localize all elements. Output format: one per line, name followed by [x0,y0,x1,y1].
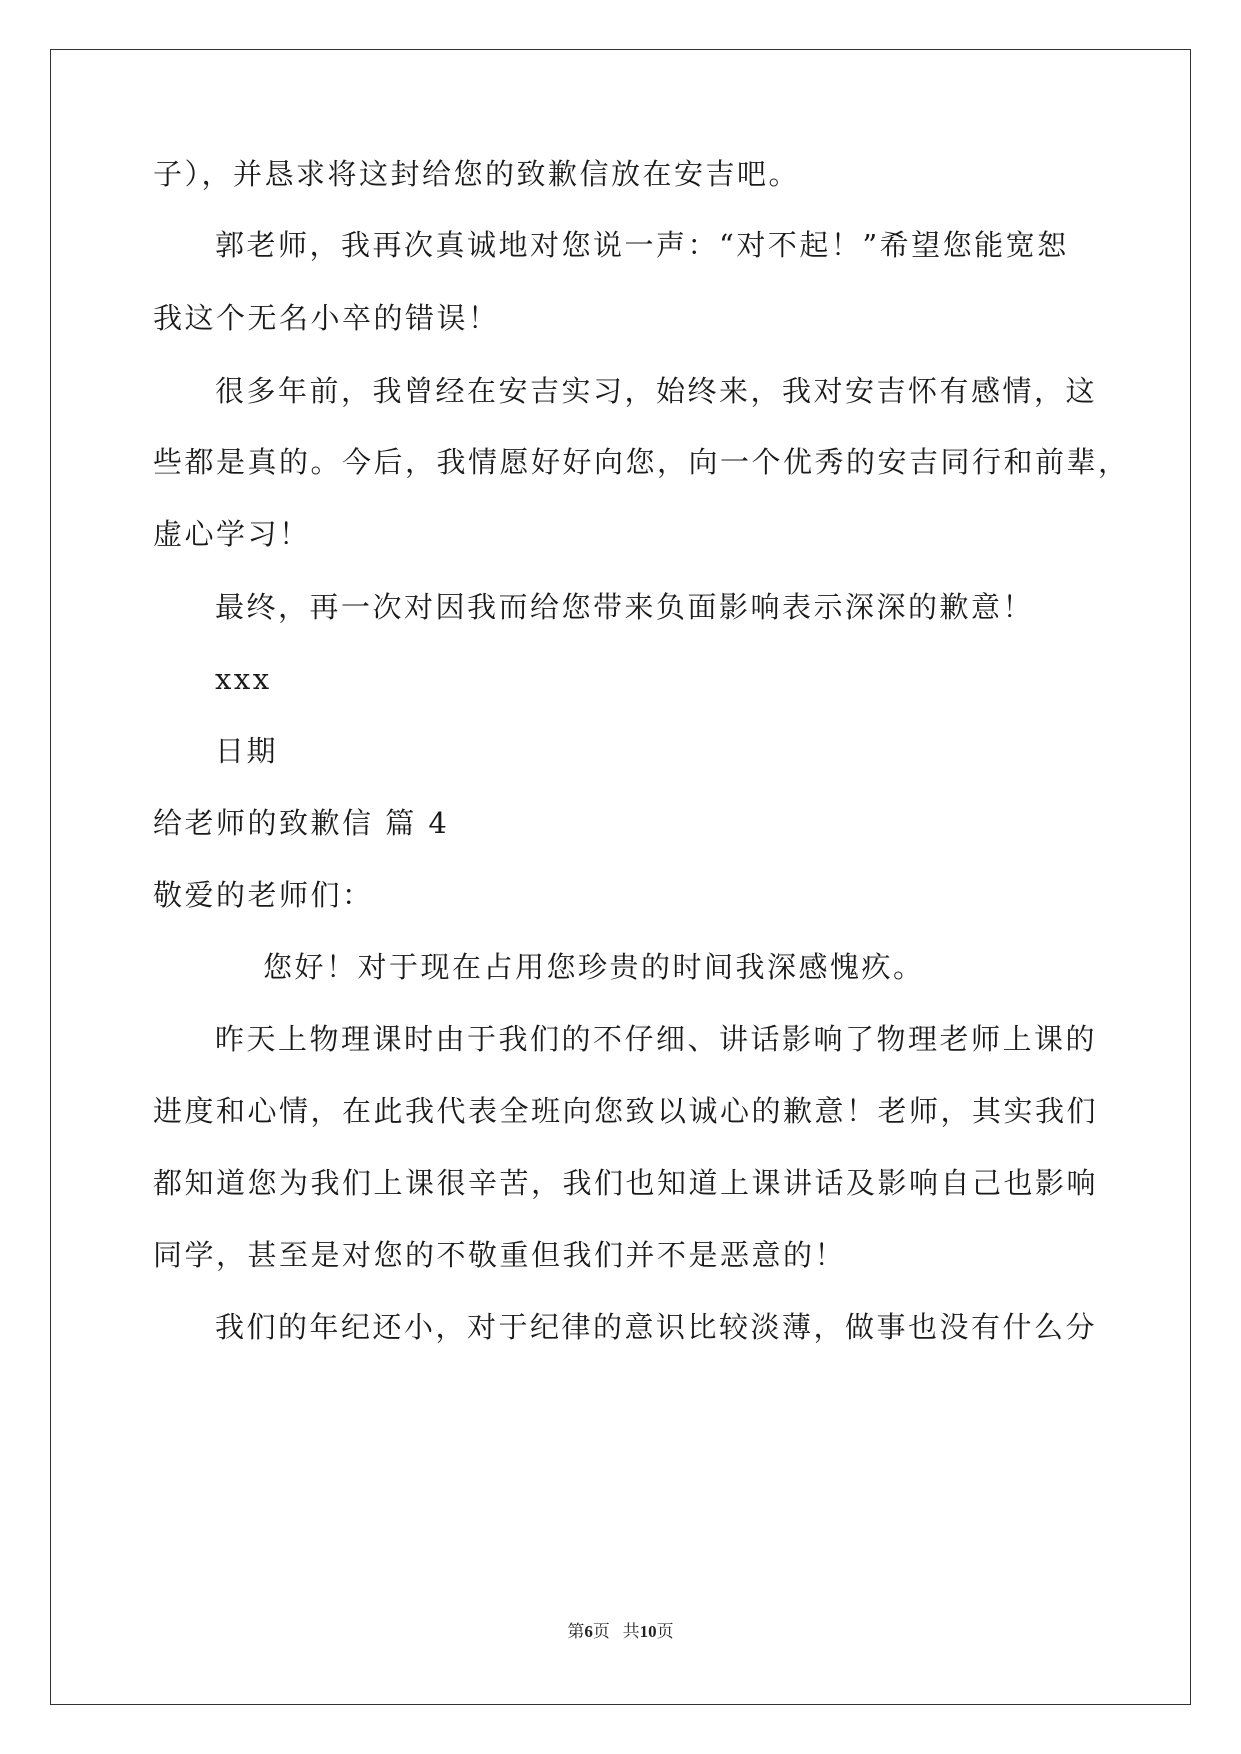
text-line: 我这个无名小卒的错误！ [153,301,500,335]
text-line: 您好！对于现在占用您珍贵的时间我深感愧疚。 [263,950,925,984]
section-heading: 给老师的致歉信 篇 4 [153,806,450,840]
text-line: 都知道您为我们上课很辛苦，我们也知道上课讲话及影响自己也影响 [153,1166,1099,1200]
text-line: 我们的年纪还小，对于纪律的意识比较淡薄，做事也没有什么分 [215,1310,1098,1344]
page-border [50,49,1191,1705]
signature-name: xxx [215,662,272,696]
salutation: 敬爱的老师们： [153,878,374,912]
footer-total-prefix: 共 [622,1622,640,1641]
footer-total-suffix: 页 [656,1622,674,1641]
footer-page-suffix: 页 [592,1622,610,1641]
text-line: 虚心学习！ [153,517,311,551]
page-footer [0,1621,1241,1643]
text-line: 进度和心情，在此我代表全班向您致以诚心的歉意！老师，其实我们 [153,1094,1099,1128]
footer-prefix: 第 [567,1622,585,1641]
text-line: 最终，再一次对因我而给您带来负面影响表示深深的歉意！ [215,590,1035,624]
text-line: 子），并恳求将这封给您的致歉信放在安吉吧。 [153,157,801,191]
text-line: 昨天上物理课时由于我们的不仔细、讲话影响了物理老师上课的 [215,1022,1098,1056]
page-number: 6 [584,1622,593,1641]
text-line: 同学，甚至是对您的不敬重但我们并不是恶意的！ [153,1238,847,1272]
text-line: 些都是真的。今后，我情愿好好向您，向一个优秀的安吉同行和前辈， [153,445,1130,479]
text-line: 很多年前，我曾经在安吉实习，始终来，我对安吉怀有感情，这 [215,374,1098,408]
date-label: 日期 [215,734,279,768]
total-pages: 10 [639,1622,657,1641]
text-line: 郭老师，我再次真诚地对您说一声：“对不起！”希望您能宽恕 [215,228,1069,262]
